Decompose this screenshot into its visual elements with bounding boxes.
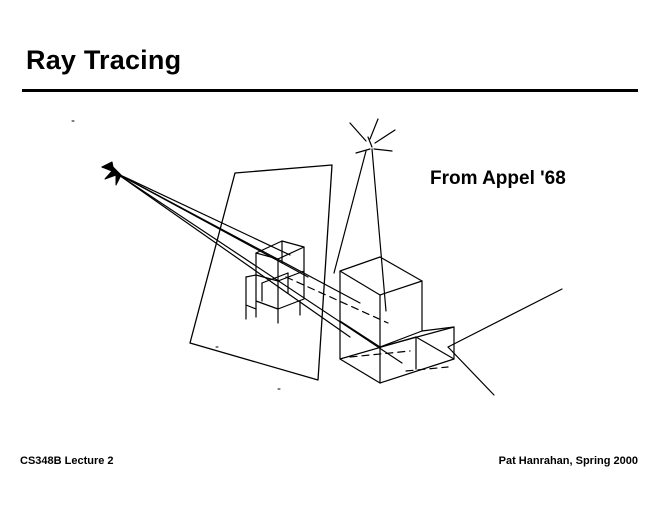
ray-tracing-diagram: [50, 105, 630, 435]
primary-rays: [116, 173, 402, 363]
ray-tracing-figure: [50, 105, 630, 435]
reflected-ray: [448, 289, 562, 395]
title-divider: [22, 89, 638, 92]
stray-marks: [72, 121, 280, 389]
footer-author-label: Pat Hanrahan, Spring 2000: [498, 455, 638, 467]
chair-object: [246, 241, 304, 323]
figure-annotation: From Appel '68: [430, 168, 566, 189]
footer-lecture-label: CS348B Lecture 2: [20, 455, 114, 467]
light-rays: [334, 149, 386, 311]
light-source-burst: [350, 119, 395, 153]
page-title: Ray Tracing: [26, 45, 182, 75]
shadow-rays: [286, 277, 448, 371]
image-plane-quad: [190, 165, 332, 380]
block-object: [340, 257, 454, 383]
